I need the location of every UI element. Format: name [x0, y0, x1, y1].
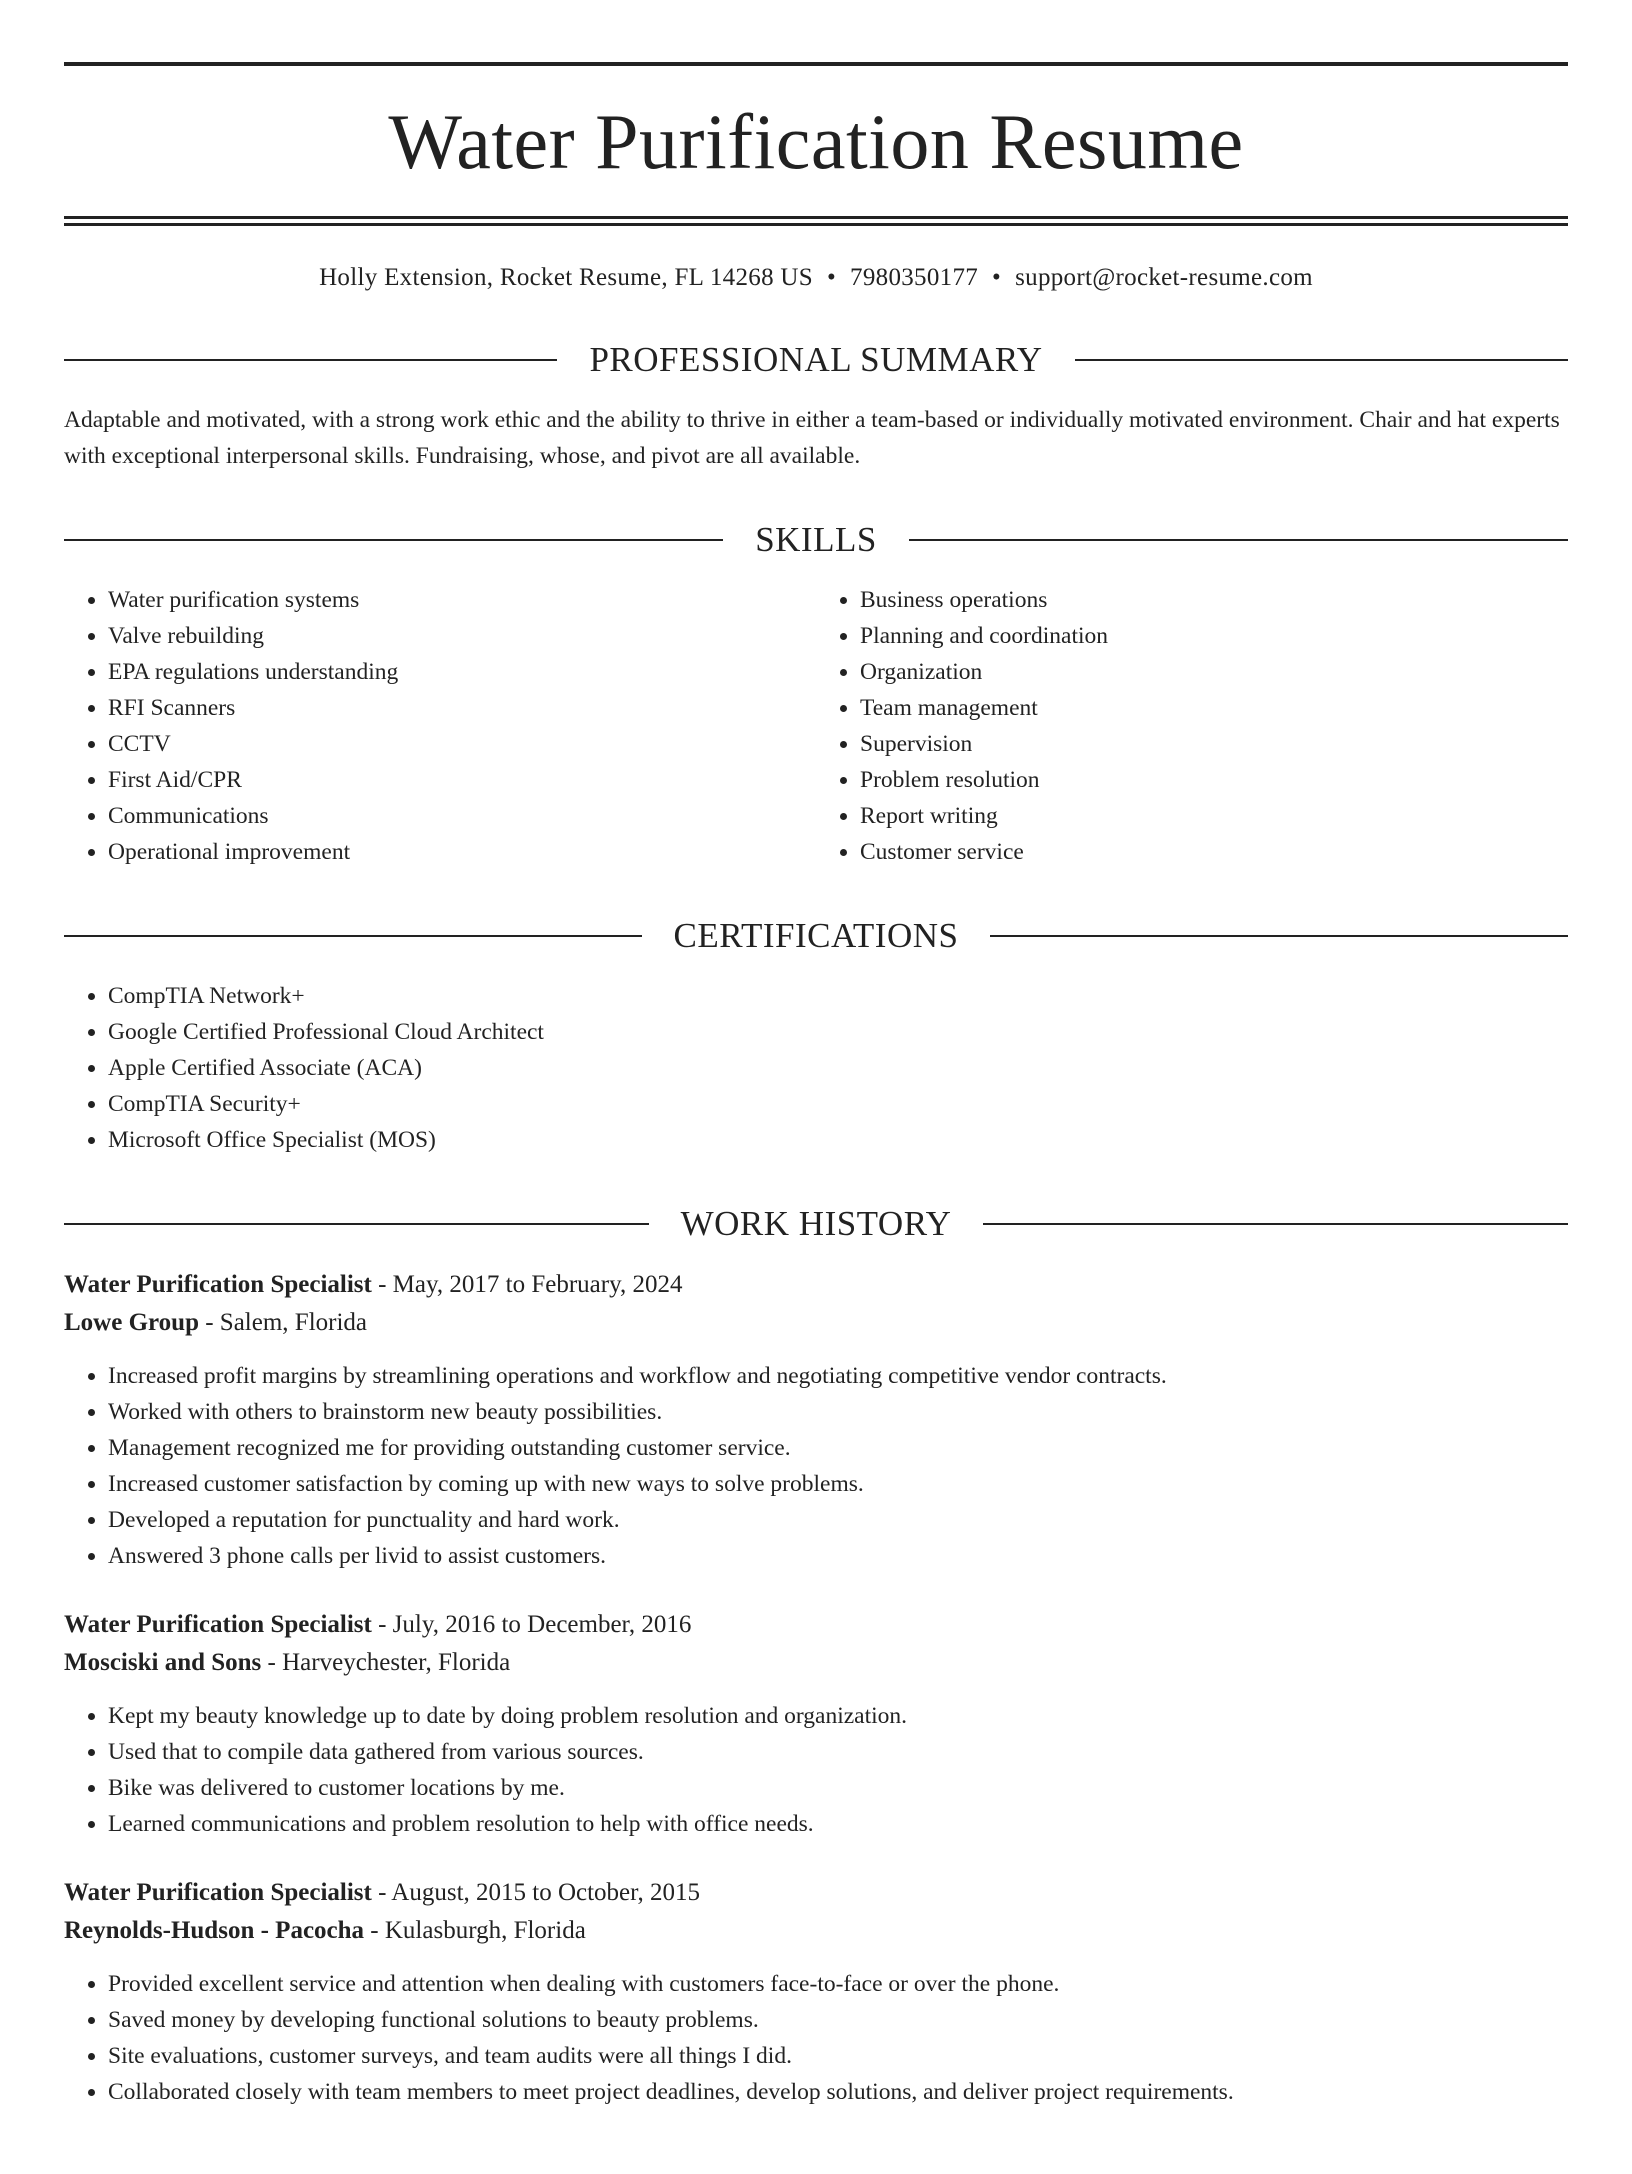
- contact-phone: 7980350177: [850, 264, 979, 291]
- job-bullet: • Worked with others to brainstorm new beauty possibilities.: [108, 1394, 1568, 1430]
- summary-text: Adaptable and motivated, with a strong work ethic and the ability to thrive in either a team-based or individually motivated environment. Chair and hat experts with exceptional interpersonal skills. Fundraising, whose, and pivot are all available.: [64, 407, 1560, 469]
- job-dates: - August, 2015 to October, 2015: [371, 1879, 700, 1906]
- section-header-certifications: [64, 916, 1568, 956]
- skill-item: • First Aid/CPR: [108, 762, 816, 798]
- job-entry: [64, 1874, 1568, 2110]
- job-title-line: [64, 1874, 1568, 1912]
- section-rule-right: [909, 539, 1568, 541]
- skill-item: • Supervision: [860, 726, 1568, 762]
- skill-item: • Business operations: [860, 582, 1568, 618]
- skills-list-left: [64, 582, 816, 870]
- job-title-line: [64, 1606, 1568, 1644]
- section-title-work: WORK HISTORY: [680, 1204, 952, 1243]
- job-bullet: • Answered 3 phone calls per livid to assist customers.: [108, 1538, 1568, 1574]
- skill-item: • Report writing: [860, 798, 1568, 834]
- job-bullet: • Kept my beauty knowledge up to date by doing problem resolution and organization.: [108, 1698, 1568, 1734]
- job-title: Water Purification Specialist: [64, 1879, 372, 1906]
- contact-separator: •: [992, 264, 1002, 291]
- section-title-skills: SKILLS: [755, 520, 877, 559]
- section-title-certifications: CERTIFICATIONS: [673, 916, 959, 955]
- job-title: Water Purification Specialist: [64, 1611, 372, 1638]
- job-title-line: [64, 1266, 1568, 1304]
- job-bullet: • Developed a reputation for punctuality and hard work.: [108, 1502, 1568, 1538]
- job-location: - Salem, Florida: [198, 1309, 368, 1336]
- job-company: Lowe Group: [64, 1309, 199, 1336]
- job-company-line: [64, 1912, 1568, 1950]
- skill-item: • Planning and coordination: [860, 618, 1568, 654]
- contact-email: support@rocket-resume.com: [1015, 264, 1313, 291]
- job-company-line: [64, 1304, 1568, 1342]
- certification-item: • CompTIA Network+: [108, 978, 1568, 1014]
- job-company: Reynolds-Hudson - Pacocha: [64, 1917, 365, 1944]
- job-bullet: • Used that to compile data gathered from various sources.: [108, 1734, 1568, 1770]
- skills-columns: [64, 582, 1568, 870]
- job-bullets: [64, 1966, 1568, 2110]
- section-header-skills: [64, 520, 1568, 560]
- job-company-line: [64, 1644, 1568, 1682]
- skill-item: • Customer service: [860, 834, 1568, 870]
- skill-item: • Operational improvement: [108, 834, 816, 870]
- job-bullet: • Management recognized me for providing outstanding customer service.: [108, 1430, 1568, 1466]
- job-location: - Harveychester, Florida: [261, 1649, 511, 1676]
- job-bullets: [64, 1358, 1568, 1574]
- job-bullets: [64, 1698, 1568, 1842]
- job-bullet: • Increased profit margins by streamlining operations and workflow and negotiating competitive vendor contracts.: [108, 1358, 1568, 1394]
- job-entry: [64, 1266, 1568, 1574]
- skill-item: • Water purification systems: [108, 582, 816, 618]
- job-bullet: • Provided excellent service and attention when dealing with customers face-to-face or over the phone.: [108, 1966, 1568, 2002]
- section-rule-left: [64, 359, 557, 361]
- skill-item: • Communications: [108, 798, 816, 834]
- resume-page: [0, 62, 1632, 2174]
- section-header-summary: [64, 340, 1568, 380]
- skill-item: • Organization: [860, 654, 1568, 690]
- contact-address: Holly Extension, Rocket Resume, FL 14268 US: [319, 264, 813, 291]
- job-dates: - May, 2017 to February, 2024: [371, 1271, 683, 1298]
- section-rule-left: [64, 935, 642, 937]
- job-location: - Kulasburgh, Florida: [364, 1917, 586, 1944]
- contact-line: [64, 262, 1568, 294]
- certification-item: • Microsoft Office Specialist (MOS): [108, 1122, 1568, 1158]
- skills-list-right: [816, 582, 1568, 870]
- job-bullet: • Increased customer satisfaction by coming up with new ways to solve problems.: [108, 1466, 1568, 1502]
- skill-item: • Valve rebuilding: [108, 618, 816, 654]
- title-double-rule: [64, 216, 1568, 226]
- certification-item: • Google Certified Professional Cloud Architect: [108, 1014, 1568, 1050]
- skill-item: • EPA regulations understanding: [108, 654, 816, 690]
- skill-item: • Problem resolution: [860, 762, 1568, 798]
- job-bullet: • Collaborated closely with team members to meet project deadlines, develop solutions, and deliver project requirements.: [108, 2074, 1568, 2110]
- section-rule-left: [64, 1223, 649, 1225]
- job-dates: - July, 2016 to December, 2016: [371, 1611, 692, 1638]
- skill-item: • RFI Scanners: [108, 690, 816, 726]
- job-title: Water Purification Specialist: [64, 1271, 372, 1298]
- certifications-list: [64, 978, 1568, 1158]
- job-entry: [64, 1606, 1568, 1842]
- section-rule-left: [64, 539, 723, 541]
- top-rule: [64, 62, 1568, 66]
- page-title: Water Purification Resume: [388, 98, 1244, 185]
- skill-item: • Team management: [860, 690, 1568, 726]
- certification-item: • CompTIA Security+: [108, 1086, 1568, 1122]
- job-bullet: • Learned communications and problem resolution to help with office needs.: [108, 1806, 1568, 1842]
- job-bullet: • Bike was delivered to customer locations by me.: [108, 1770, 1568, 1806]
- skill-item: • CCTV: [108, 726, 816, 762]
- job-bullet: • Site evaluations, customer surveys, and team audits were all things I did.: [108, 2038, 1568, 2074]
- section-title-summary: PROFESSIONAL SUMMARY: [589, 340, 1043, 379]
- certification-item: • Apple Certified Associate (ACA): [108, 1050, 1568, 1086]
- section-rule-right: [990, 935, 1568, 937]
- section-rule-right: [1075, 359, 1568, 361]
- job-bullet: • Saved money by developing functional solutions to beauty problems.: [108, 2002, 1568, 2038]
- section-rule-right: [983, 1223, 1568, 1225]
- contact-separator: •: [826, 264, 837, 291]
- job-company: Mosciski and Sons: [64, 1649, 262, 1676]
- section-header-work: [64, 1204, 1568, 1244]
